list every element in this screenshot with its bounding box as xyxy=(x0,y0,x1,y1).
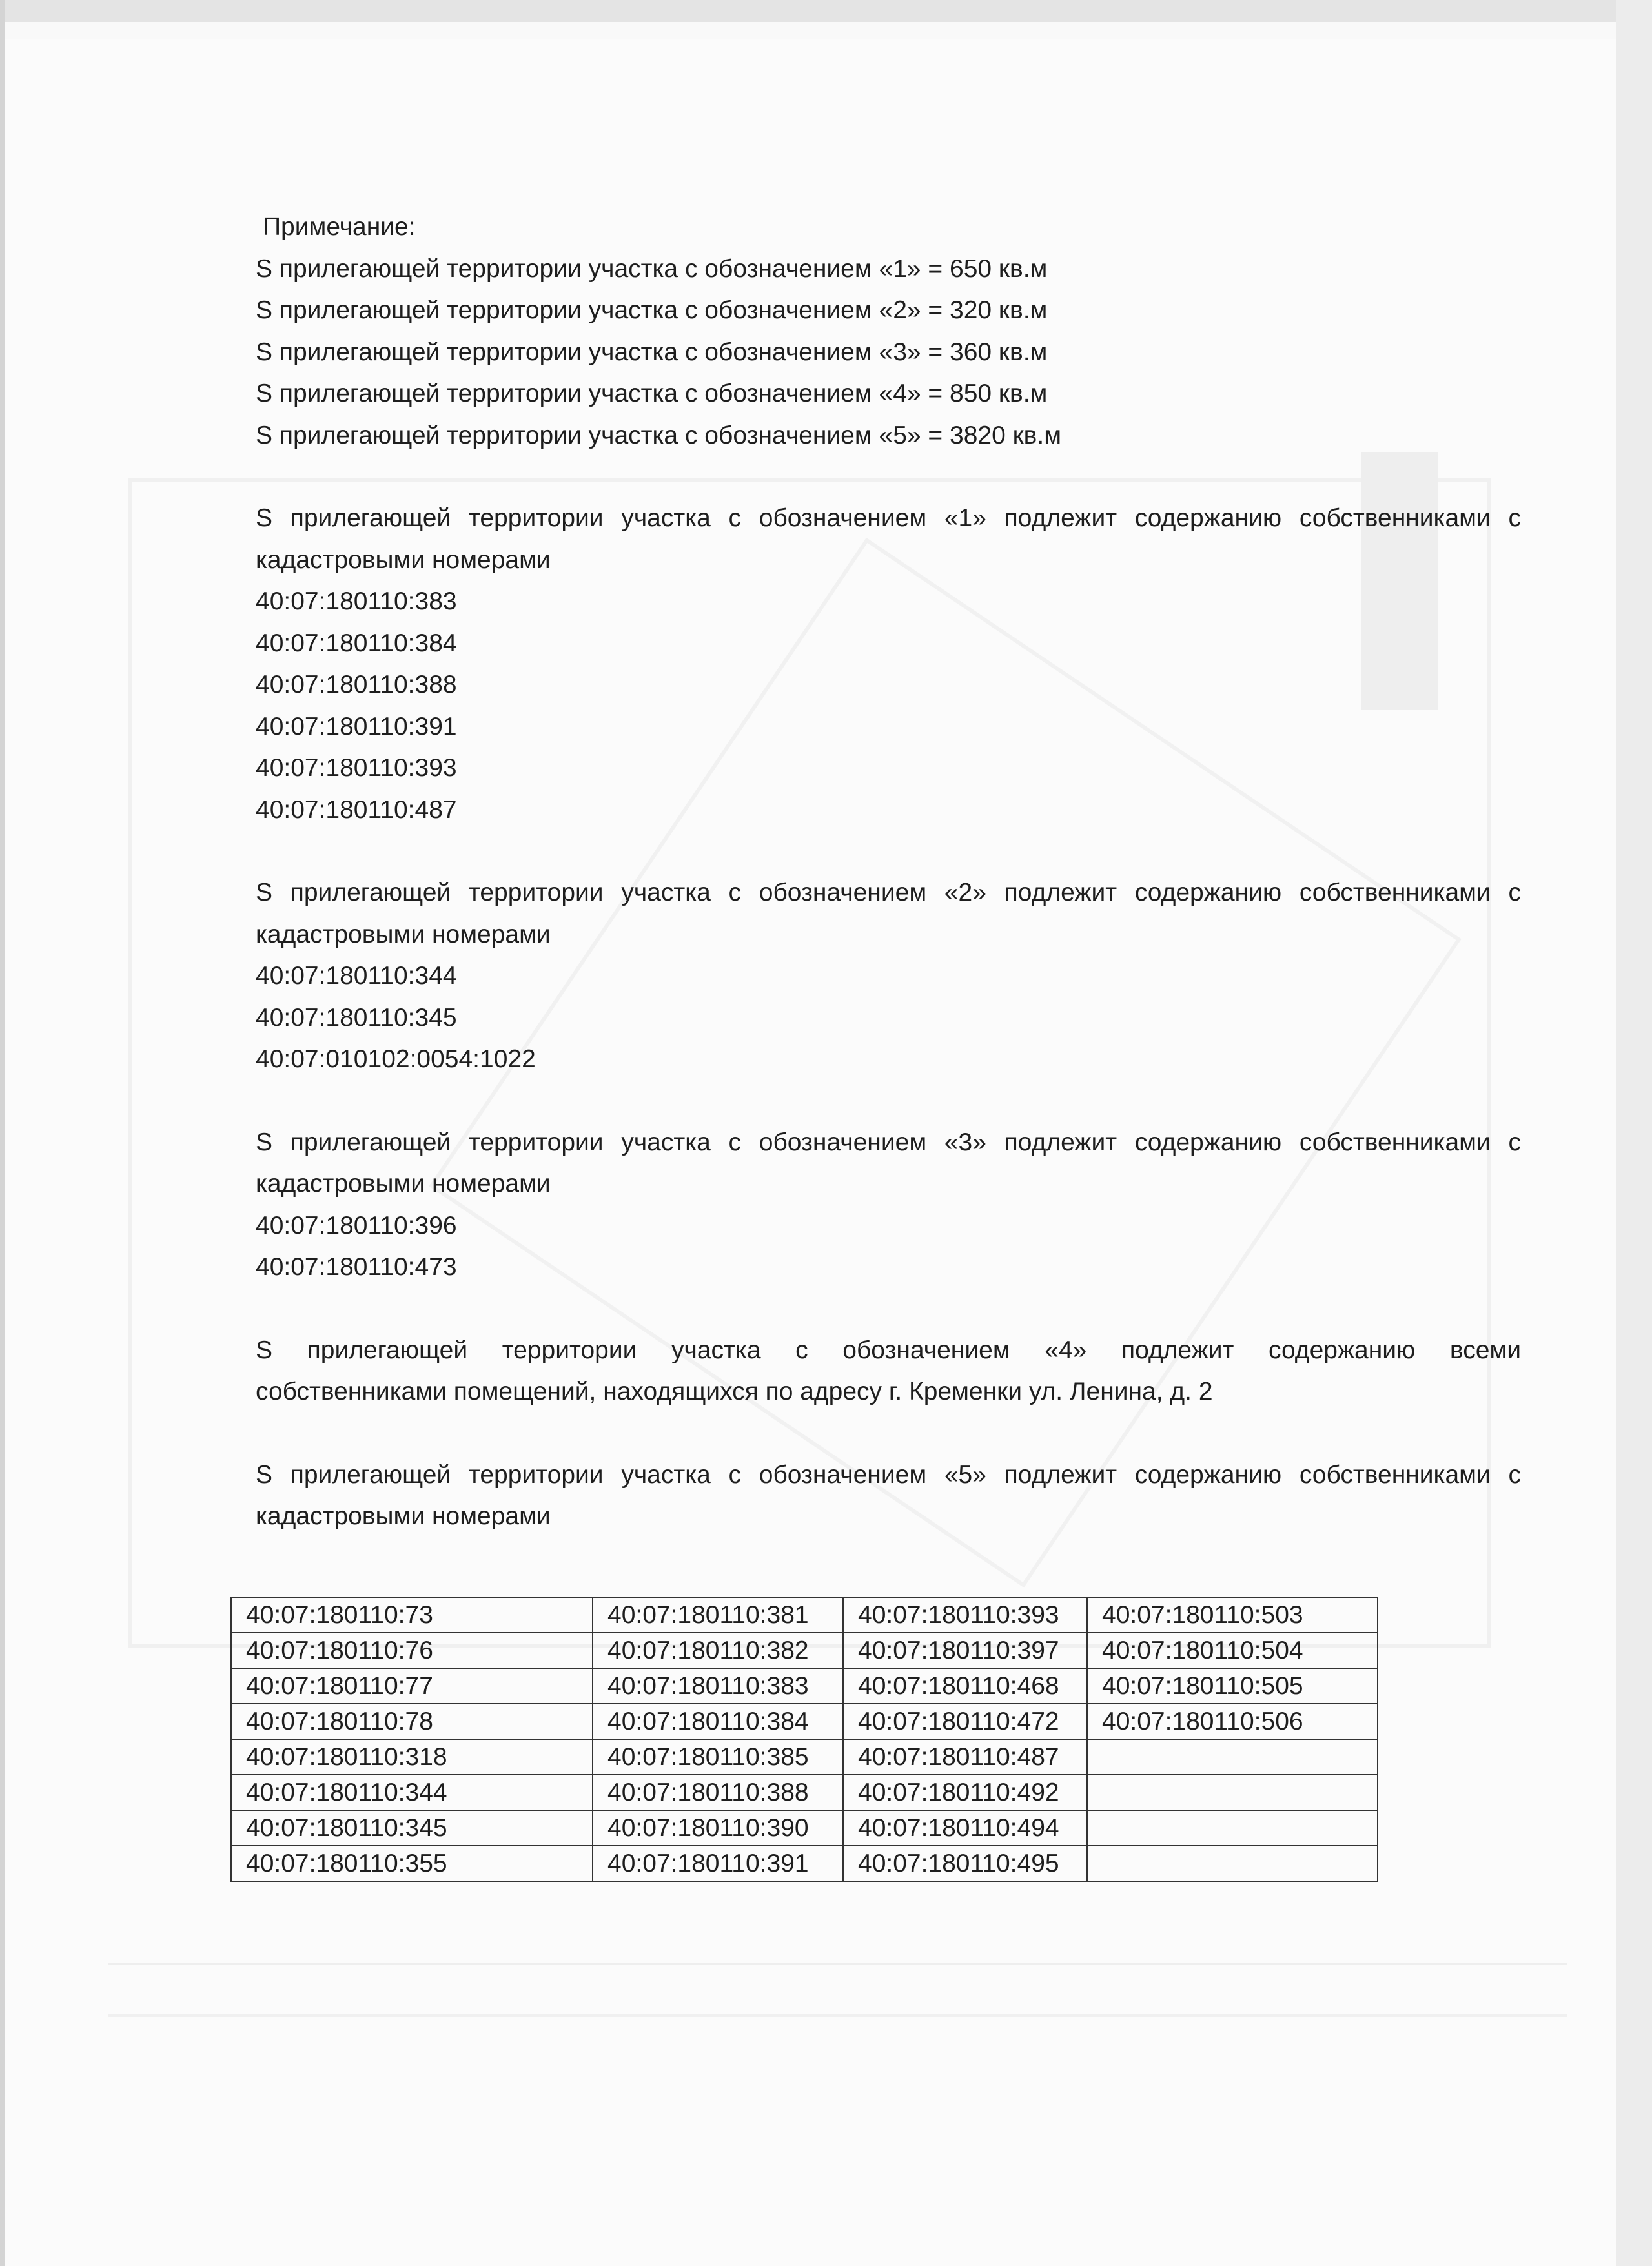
cadastral-number: 40:07:180110:383 xyxy=(256,587,457,615)
section-3-text: S прилегающей территории участка с обозначением «3» подлежит содержанию собственниками с кадастровыми номерами xyxy=(256,1128,1521,1198)
table-cell xyxy=(1087,1739,1378,1775)
table-row xyxy=(231,1633,1378,1668)
section-4-line-2: собственниками помещений, находящихся по адресу г. Кременки ул. Ленина, д. 2 xyxy=(256,1378,1213,1405)
table-cell: 40:07:180110:505 xyxy=(1087,1668,1378,1704)
table-cell: 40:07:180110:393 xyxy=(843,1597,1087,1633)
cadastral-number: 40:07:010102:0054:1022 xyxy=(256,1045,536,1073)
cadastral-number: 40:07:180110:473 xyxy=(256,1253,457,1281)
table-cell: 40:07:180110:78 xyxy=(231,1704,593,1739)
table-cell: 40:07:180110:504 xyxy=(1087,1633,1378,1668)
section-4-line-1: S прилегающей территории участка с обозначением «4» подлежит содержанию всеми xyxy=(256,1336,1521,1364)
table-row xyxy=(231,1846,1378,1881)
table-cell: 40:07:180110:385 xyxy=(593,1739,843,1775)
table-cell: 40:07:180110:381 xyxy=(593,1597,843,1633)
table-cell: 40:07:180110:344 xyxy=(231,1775,593,1810)
table-cell: 40:07:180110:472 xyxy=(843,1704,1087,1739)
cadastral-number: 40:07:180110:396 xyxy=(256,1211,457,1240)
table-cell: 40:07:180110:391 xyxy=(593,1846,843,1881)
table-cell: 40:07:180110:345 xyxy=(231,1810,593,1846)
area-line-2: S прилегающей территории участка с обозначением «2» = 320 кв.м xyxy=(256,296,1048,324)
table-cell: 40:07:180110:494 xyxy=(843,1810,1087,1846)
table-cell: 40:07:180110:492 xyxy=(843,1775,1087,1810)
area-line-5: S прилегающей территории участка с обозначением «5» = 3820 кв.м xyxy=(256,421,1062,449)
table-row xyxy=(231,1810,1378,1846)
area-line-3: S прилегающей территории участка с обозначением «3» = 360 кв.м xyxy=(256,338,1048,366)
section-1-text: S прилегающей территории участка с обозначением «1» подлежит содержанию собственниками с кадастровыми номерами xyxy=(256,504,1521,574)
table-cell: 40:07:180110:76 xyxy=(231,1633,593,1668)
show-through-line xyxy=(108,1963,1567,1965)
cadastral-number: 40:07:180110:393 xyxy=(256,754,457,782)
table-row xyxy=(231,1668,1378,1704)
table-cell: 40:07:180110:355 xyxy=(231,1846,593,1881)
table-row xyxy=(231,1704,1378,1739)
table-cell xyxy=(1087,1775,1378,1810)
cadastral-table xyxy=(230,1597,1378,1882)
table-row xyxy=(231,1775,1378,1810)
scan-edge-left xyxy=(0,0,5,2266)
cadastral-number: 40:07:180110:391 xyxy=(256,712,457,740)
table-cell: 40:07:180110:382 xyxy=(593,1633,843,1668)
cadastral-number: 40:07:180110:345 xyxy=(256,1003,457,1032)
show-through-line xyxy=(108,2014,1567,2017)
table-cell: 40:07:180110:388 xyxy=(593,1775,843,1810)
section-2-text: S прилегающей территории участка с обозначением «2» подлежит содержанию собственниками с кадастровыми номерами xyxy=(256,879,1521,948)
table-cell: 40:07:180110:503 xyxy=(1087,1597,1378,1633)
cadastral-number: 40:07:180110:487 xyxy=(256,795,457,824)
cadastral-number: 40:07:180110:384 xyxy=(256,629,457,657)
table-row xyxy=(231,1739,1378,1775)
table-cell xyxy=(1087,1810,1378,1846)
table-cell: 40:07:180110:318 xyxy=(231,1739,593,1775)
table-cell: 40:07:180110:384 xyxy=(593,1704,843,1739)
table-cell: 40:07:180110:468 xyxy=(843,1668,1087,1704)
table-cell: 40:07:180110:390 xyxy=(593,1810,843,1846)
table-cell: 40:07:180110:73 xyxy=(231,1597,593,1633)
note-heading: Примечание: xyxy=(263,213,416,241)
table-cell: 40:07:180110:506 xyxy=(1087,1704,1378,1739)
table-cell: 40:07:180110:77 xyxy=(231,1668,593,1704)
table-cell: 40:07:180110:383 xyxy=(593,1668,843,1704)
table-cell: 40:07:180110:495 xyxy=(843,1846,1087,1881)
table-cell: 40:07:180110:487 xyxy=(843,1739,1087,1775)
scan-edge-right xyxy=(1616,0,1652,2266)
table-cell: 40:07:180110:397 xyxy=(843,1633,1087,1668)
cadastral-number: 40:07:180110:344 xyxy=(256,962,457,990)
cadastral-number: 40:07:180110:388 xyxy=(256,671,457,699)
section-5-text: S прилегающей территории участка с обозначением «5» подлежит содержанию собственниками с кадастровыми номерами xyxy=(256,1460,1521,1530)
document-body xyxy=(256,207,1521,1538)
table-row xyxy=(231,1597,1378,1633)
table-cell xyxy=(1087,1846,1378,1881)
scan-edge-top xyxy=(0,0,1652,22)
area-line-4: S прилегающей территории участка с обозначением «4» = 850 кв.м xyxy=(256,380,1048,407)
area-line-1: S прилегающей территории участка с обозначением «1» = 650 кв.м xyxy=(256,254,1048,283)
